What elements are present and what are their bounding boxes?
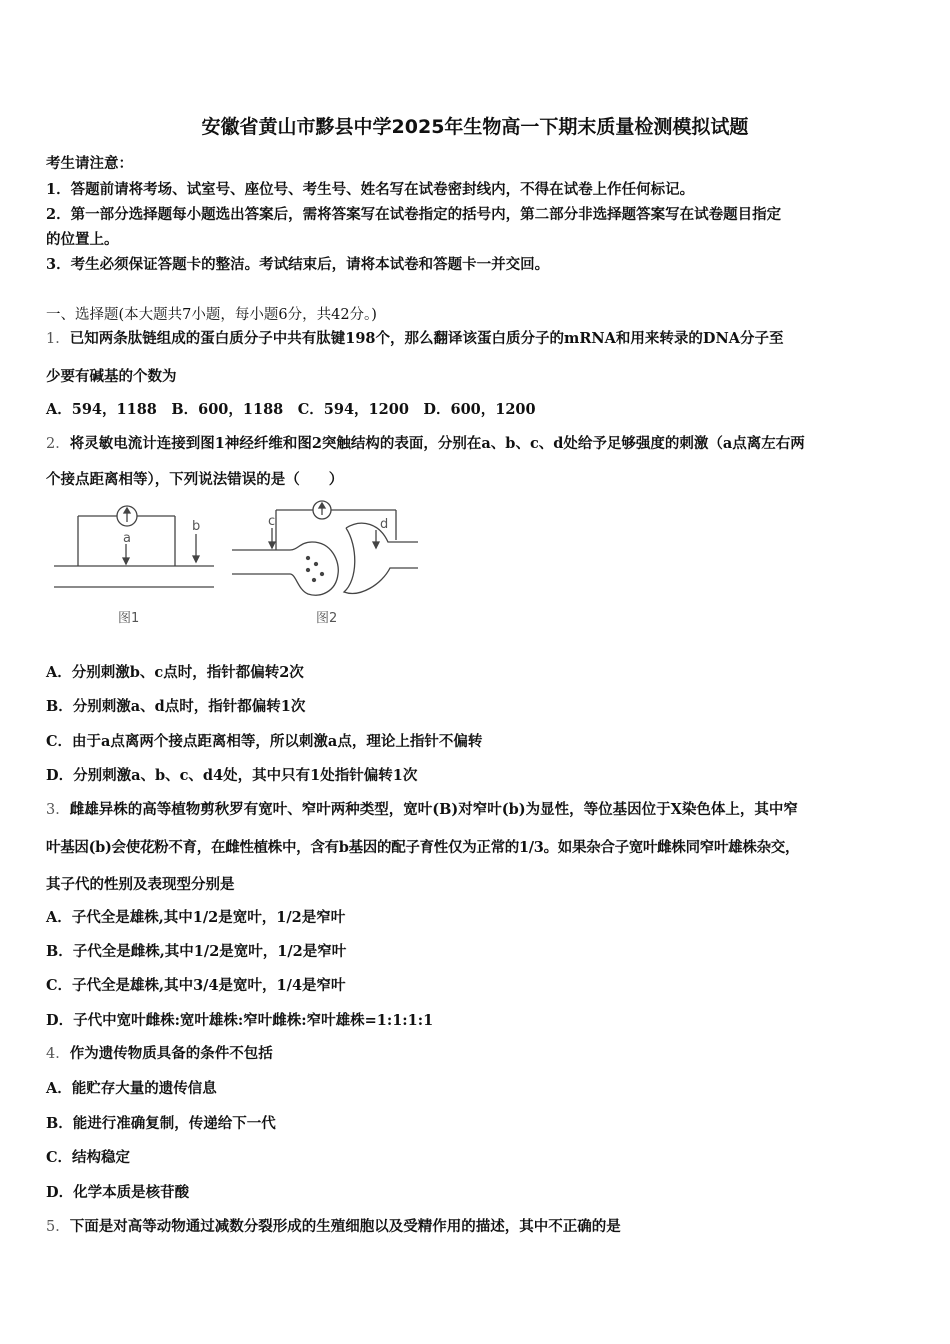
label-a: a: [123, 531, 131, 546]
option-b: B．能进行准确复制，传递给下一代: [46, 1115, 276, 1132]
notice-item: 的位置上。: [46, 231, 119, 248]
question-text: 少要有碱基的个数为: [46, 368, 177, 385]
question-5: [46, 1215, 621, 1236]
question-text: 将灵敏电流计连接到图1神经纤维和图2突触结构的表面，分别在a、b、c、d处给予足够强度的刺激（a点离左右两: [69, 435, 805, 452]
option-a: A．能贮存大量的遗传信息: [46, 1080, 217, 1097]
option-c: C．子代全是雄株,其中3/4是宽叶，1/4是窄叶: [46, 977, 346, 994]
notice-heading: 考生请注意：: [46, 155, 133, 172]
question-text: 其子代的性别及表现型分别是: [46, 876, 235, 893]
label-d: d: [380, 517, 389, 532]
figure-1: [54, 506, 214, 587]
label-c: c: [268, 514, 276, 529]
option-b: B．分别刺激a、d点时，指针都偏转1次: [46, 698, 306, 715]
question-1: [46, 327, 783, 348]
figure-2: [232, 501, 418, 595]
question-text: 叶基因(b)会使花粉不育，在雌性植株中，含有b基因的配子育性仅为正常的1/3。如果杂合子宽叶雌株同窄叶雄株杂交，: [46, 839, 800, 856]
section-heading: 一、选择题(本大题共7小题，每小题6分，共42分。): [46, 307, 377, 323]
question-2: [46, 432, 805, 453]
page-title: 安徽省黄山市黟县中学2025年生物高一下期末质量检测模拟试题: [201, 116, 749, 138]
option-d: D．子代中宽叶雌株:宽叶雄株:窄叶雌株:窄叶雄株=1:1:1:1: [46, 1012, 434, 1029]
question-text: 雌雄异株的高等植物剪秋罗有宽叶、窄叶两种类型，宽叶(B)对窄叶(b)为显性，等位基因位于X染色体上，其中窄: [69, 801, 798, 818]
question-number: 1．: [46, 331, 70, 347]
figure-1-caption: 图1: [118, 611, 140, 626]
option-c: C．结构稳定: [46, 1149, 131, 1166]
question-text: 作为遗传物质具备的条件不包括: [69, 1045, 273, 1062]
option-d: D．分别刺激a、b、c、d4处，其中只有1处指针偏转1次: [46, 767, 418, 784]
option-d: D．化学本质是核苷酸: [46, 1184, 190, 1201]
option-row: A．594，1188 B．600，1188 C．594，1200 D．600，1200: [46, 401, 536, 418]
option-a: A．子代全是雄株,其中1/2是宽叶，1/2是窄叶: [46, 909, 346, 926]
label-b: b: [192, 519, 201, 534]
question-4: [46, 1042, 273, 1063]
notice-item: 1．答题前请将考场、试室号、座位号、考生号、姓名写在试卷密封线内，不得在试卷上作任何标记。: [46, 181, 695, 198]
notice-item: 2．第一部分选择题每小题选出答案后，需将答案写在试卷指定的括号内，第二部分非选择题答案写在试卷题目指定: [46, 206, 782, 223]
question-text: 下面是对高等动物通过减数分裂形成的生殖细胞以及受精作用的描述，其中不正确的是: [69, 1218, 621, 1235]
figure-2-caption: 图2: [316, 611, 338, 626]
question-text: 个接点距离相等），下列说法错误的是（ ）: [46, 471, 344, 488]
question-number: 2．: [46, 436, 70, 452]
question-text: 已知两条肽链组成的蛋白质分子中共有肽键198个，那么翻译该蛋白质分子的mRNA和用来转录的DNA分子至: [69, 330, 784, 347]
option-b: B．子代全是雌株,其中1/2是宽叶，1/2是窄叶: [46, 943, 347, 960]
option-c: C．由于a点离两个接点距离相等，所以刺激a点，理论上指针不偏转: [46, 733, 483, 750]
question-3: [46, 798, 798, 819]
notice-item: 3．考生必须保证答题卡的整洁。考试结束后，请将本试卷和答题卡一并交回。: [46, 256, 550, 273]
question-number: 5．: [46, 1219, 70, 1235]
nerve-figure: [46, 500, 426, 635]
option-a: A．分别刺激b、c点时，指针都偏转2次: [46, 664, 304, 681]
question-number: 3．: [46, 802, 70, 818]
question-number: 4．: [46, 1046, 70, 1062]
